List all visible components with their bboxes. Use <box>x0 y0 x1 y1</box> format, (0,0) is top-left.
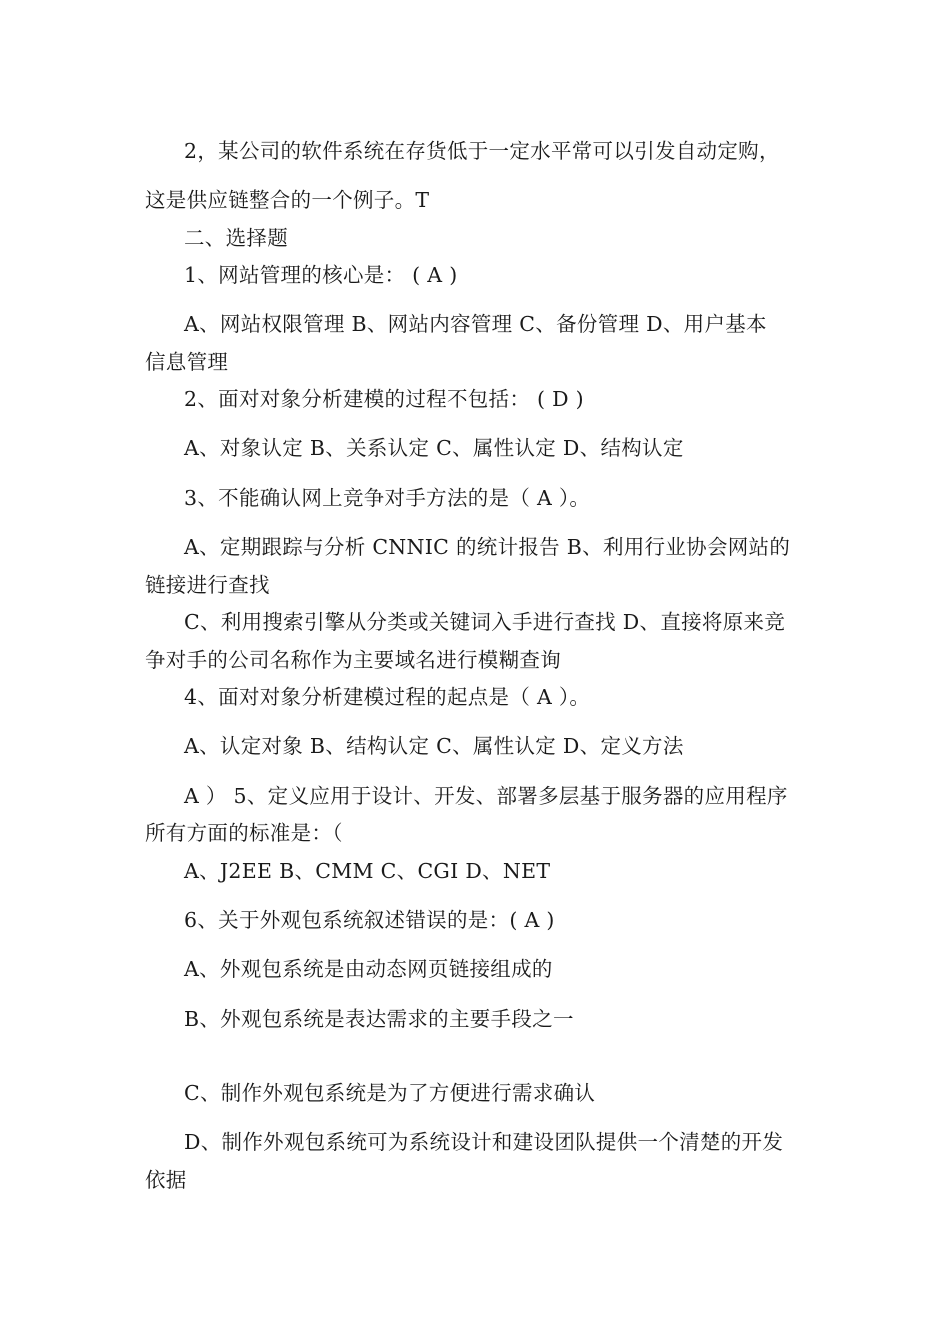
question-option: B、外观包系统是表达需求的主要手段之一 <box>184 1007 574 1031</box>
question-options: A、定期跟踪与分析 CNNIC 的统计报告 B、利用行业协会网站的 <box>184 535 791 559</box>
question-options: C、利用搜索引擎从分类或关键词入手进行查找 D、直接将原来竞 <box>184 610 786 634</box>
question-options: A、J2EE B、CMM C、CGI D、NET <box>184 859 551 883</box>
question-options: A、网站权限管理 B、网站内容管理 C、备份管理 D、用户基本 <box>184 312 767 336</box>
text-line: 这是供应链整合的一个例子。T <box>145 188 430 212</box>
question-text: 3、不能确认网上竞争对手方法的是（ A ）。 <box>184 486 591 510</box>
question-text: 所有方面的标准是：（ <box>145 821 343 845</box>
question-option: C、制作外观包系统是为了方便进行需求确认 <box>184 1081 596 1105</box>
question-option: D、制作外观包系统可为系统设计和建设团队提供一个清楚的开发 <box>184 1130 784 1154</box>
question-options: A、认定对象 B、结构认定 C、属性认定 D、定义方法 <box>184 734 684 758</box>
question-options: A、对象认定 B、关系认定 C、属性认定 D、结构认定 <box>184 436 684 460</box>
question-text: 6、关于外观包系统叙述错误的是：( A ) <box>184 908 555 932</box>
question-text: 4、面对对象分析建模过程的起点是（ A ）。 <box>184 685 591 709</box>
question-text: 1、网站管理的核心是： ( A ) <box>184 263 458 287</box>
question-option: 依据 <box>145 1168 187 1192</box>
section-heading: 二、选择题 <box>184 226 288 250</box>
question-text: 2、面对对象分析建模的过程不包括： ( D ) <box>184 387 584 411</box>
text-line: 2，某公司的软件系统在存货低于一定水平常可以引发自动定购， <box>184 139 780 163</box>
question-options: 争对手的公司名称作为主要域名进行模糊查询 <box>145 648 561 672</box>
question-options: 信息管理 <box>145 350 229 374</box>
question-text: A ） 5、定义应用于设计、开发、部署多层基于服务器的应用程序 <box>184 784 788 808</box>
question-option: A、外观包系统是由动态网页链接组成的 <box>184 957 553 981</box>
question-options: 链接进行查找 <box>145 573 270 597</box>
